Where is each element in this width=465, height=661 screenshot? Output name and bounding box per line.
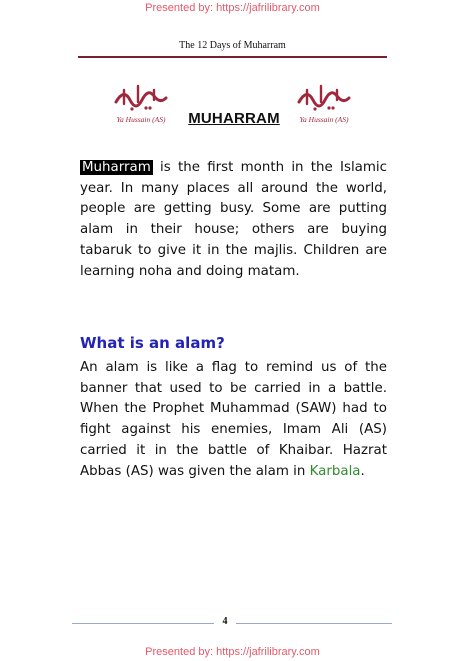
karbala-term: Karbala <box>309 463 361 479</box>
running-head: The 12 Days of Muharram <box>179 40 286 51</box>
watermark-bottom[interactable]: Presented by: https://jafrilibrary.com <box>145 646 320 658</box>
page-title: MUHARRAM <box>188 110 280 127</box>
footer-rule-left <box>72 623 214 624</box>
header-rule <box>78 56 387 58</box>
intro-paragraph <box>80 158 387 282</box>
watermark-top[interactable]: Presented by: https://jafrilibrary.com <box>145 2 320 14</box>
page-number: 4 <box>222 616 228 627</box>
emblem-caption-left: Ya Hussain (AS) <box>116 115 166 124</box>
footer-rule-right <box>236 623 392 624</box>
alam-paragraph-end: . <box>360 463 365 479</box>
intro-paragraph-text: is the first month in the Islamic year. In many places all around the world, people are getting busy. Some are putting alam in their house; others are buying tabaruk to give it in the majlis. Children are learning noha and doing matam. <box>80 160 387 279</box>
emblem-caption-right: Ya Hussain (AS) <box>299 115 349 124</box>
ya-hussain-emblem-left <box>110 82 172 126</box>
highlighted-term: Muharram <box>82 160 151 175</box>
section-heading: What is an alam? <box>80 334 225 352</box>
alam-paragraph <box>80 358 387 482</box>
alam-paragraph-text: An alam is like a flag to remind us of the banner that used to be carried in a battle. When the Prophet Muhammad (SAW) had to fight against his enemies, Imam Ali (AS) carried it in the battle of Khaibar. Hazrat Abbas (AS) was given the alam in <box>80 360 387 479</box>
ya-hussain-emblem-right <box>293 82 355 126</box>
